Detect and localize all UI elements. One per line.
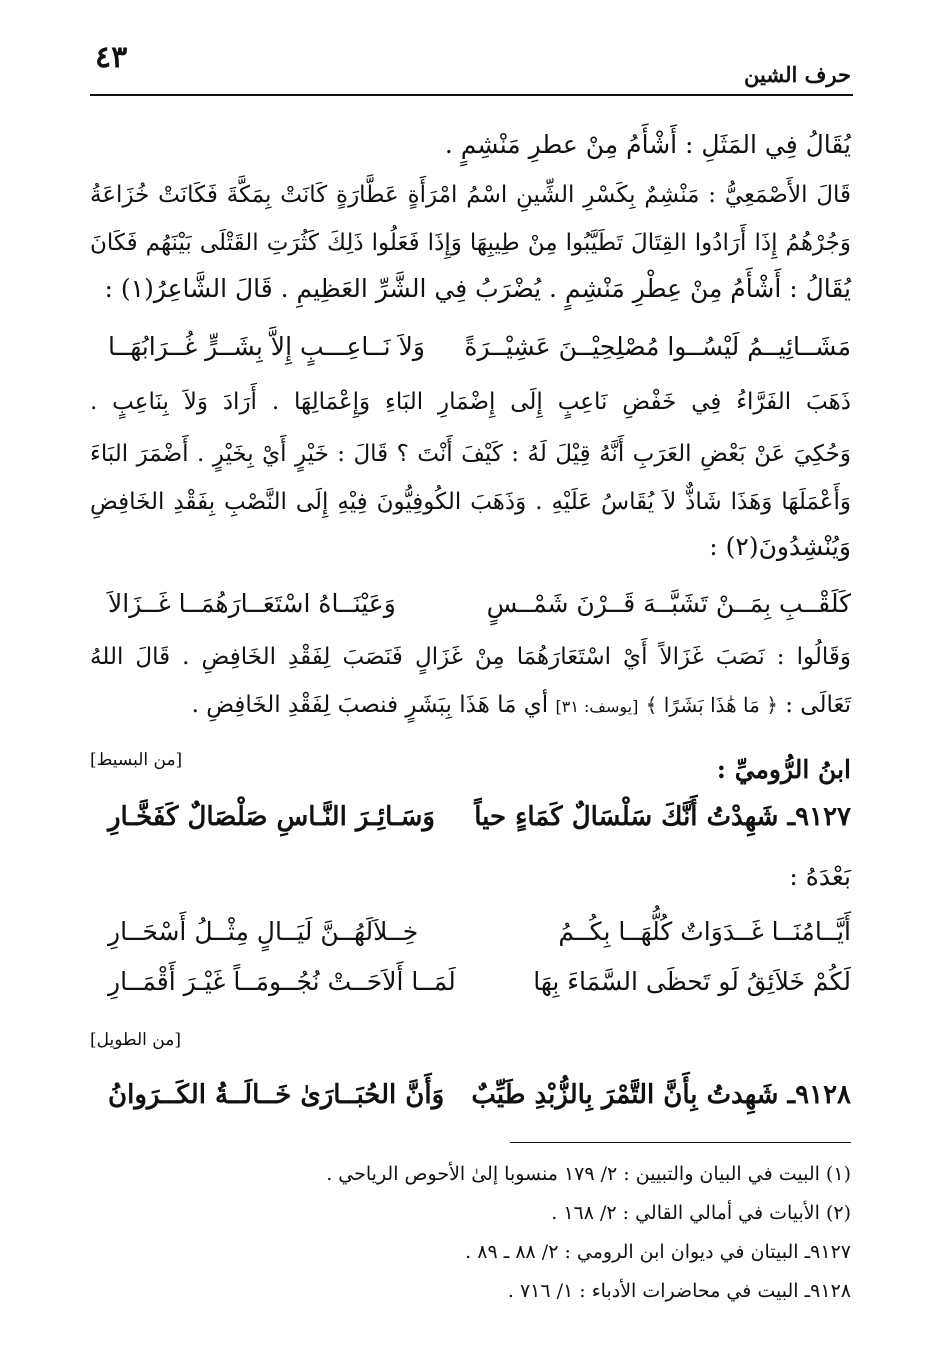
verse-second-hemistich: وَعَيْنَــاهُ اسْتَعَــارَهُمَــا غَــزَالاَ <box>108 589 396 618</box>
text-line: وَيُنْشِدُونَ(٢) : <box>709 532 851 561</box>
verse-second-hemistich: لَمَــا أَلاَحَــتْ نُجُــومَــاً غَيْـرَ أَقْمَــارِ <box>108 967 456 996</box>
poet-name: ابنُ الرُّوميِّ : <box>716 755 851 784</box>
verse-first-hemistich: ٩١٢٨ـ شَهِدتُ بِأَنَّ التَّمْرَ بِالزُّبْدِ طَيِّبٌ <box>471 1080 851 1110</box>
verse-first-hemistich: مَشَــائِيــمُ لَيْسُــوا مُصْلِحِيْــنَ عَشِيْــرَةً <box>464 332 851 361</box>
header-divider <box>90 94 853 96</box>
verse-first-hemistich: كَلَقْــبِ بِمَــنْ تَشَبَّــهَ قَــرْنَ شَمْــسٍ <box>486 589 851 618</box>
verse-first-hemistich: أَيَّــامُنَــا غَــدَوَاتٌ كُلُّهَــا بِكُــمُ <box>558 917 851 946</box>
text-line: يُقَالُ : أَشْأَمُ مِنْ عِطْرِ مَنْشِمٍ . يُضْرَبُ فِي الشَّرِّ العَظِيمِ . قَالَ الشَّاعِرُ(١) : <box>104 274 851 303</box>
footnote: (١) البيت في البيان والتبيين : ٢/ ١٧٩ منسوبا إلىٰ الأحوص الرياحي . <box>326 1163 851 1185</box>
footnote: (٢) الأبيات في أمالي القالي : ٢/ ١٦٨ . <box>551 1202 851 1224</box>
text-line: ذَهَبَ الفَرَّاءُ فِي خَفْضِ نَاعِبٍ إِلَى إِضْمَارِ البَاءِ وَإِعْمَالِهَا . أَرَادَ وَلاَ بِنَاعِبٍ . <box>90 389 851 415</box>
text-line: وَحُكِيَ عَنْ بَعْضِ العَرَبِ أَنَّهُ قِيْلَ لَهُ : كَيْفَ أَنْتَ ؟ قَالَ : خَيْرٍ أَيْ بِخَيْرٍ . أَضْمَرَ البَاءَ <box>90 441 851 467</box>
chapter-title: حرف الشين <box>744 62 851 87</box>
verse-second-hemistich: وَلاَ نَــاعِـــبٍ إِلاَّ بِشَــرٍّ غُــرَابُهَــا <box>108 332 425 361</box>
meter-label: [من الطويل] <box>90 1030 181 1050</box>
verse-second-hemistich: خِــلاَلَهُــنَّ لَيَــالٍ مِثْــلُ أَسْحَــارِ <box>108 917 419 946</box>
footnote-divider <box>510 1142 851 1143</box>
text-line: قَالَ الأَصْمَعِيُّ : مَنْشِمٌ بِكَسْرِ الشِّينِ اسْمُ امْرَأَةٍ عَطَّارَةٍ كَانَتْ بِمَكَّةَ فَكَانَتْ خُزَاعَةُ <box>90 182 851 208</box>
text-line: وَقَالُوا : نَصَبَ غَزَالاً أَيْ اسْتَعَارَهُمَا مِنْ غَزَالٍ فَنَصَبَ لِفَقْدِ الخَافِضِ . قَالَ اللهُ <box>90 644 851 670</box>
quran-quote: ﴿ مَا هَٰذَا بَشَرًا ﴾ <box>645 693 778 717</box>
verse-second-hemistich: وَأَنَّ الحُبَــارَىٰ خَــالَــةُ الكَــرَوانُ <box>108 1080 445 1110</box>
text-line-with-quran <box>192 688 851 724</box>
text-fragment: أي مَا هَذَا بِبَشَرٍ فنصبَ لِفَقْدِ الخَافِضِ . <box>191 692 549 718</box>
verse-first-hemistich: لَكُمْ خَلاَئِقُ لَو تَحظَى السَّمَاءَ بِهَا <box>533 967 851 996</box>
text-fragment: تَعَالَى : <box>785 692 851 718</box>
verse-first-hemistich: ٩١٢٧ـ شَهِدْتُ أَنَّكَ سَلْسَالٌ كَمَاءٍ حياً <box>474 802 851 832</box>
text-line: يُقَالُ فِي المَثَلِ : أَشْأَمُ مِنْ عطرِ مَنْشِمٍ . <box>444 130 851 159</box>
text-line: وَجُرْهُمُ إِذَا أَرَادُوا القِتَالَ تَطَيَّبُوا مِنْ طِيبِهَا وَإِذَا فَعَلُوا ذَلِكَ كَثُرَتِ القَتْلَى بَيْنَهُم فَكَانَ <box>90 230 851 256</box>
quran-citation: [يوسف: ٣١] <box>555 697 639 716</box>
page-number: ٤٣ <box>95 40 128 75</box>
meter-label: [من البسيط] <box>90 750 183 770</box>
text-line: وَأَعْمَلَهَا وَهَذَا شَاذٌّ لاَ يُقَاسُ عَلَيْهِ . وَذَهَبَ الكُوفِيُّونَ فِيْهِ إِلَى النَّصْبِ بِفَقْدِ الخَافِضِ <box>90 489 851 515</box>
after-label: بَعْدَهُ : <box>789 862 851 891</box>
footnote: ٩١٢٧ـ البيتان في ديوان ابن الرومي : ٢/ ٨٨ ـ ٨٩ . <box>465 1241 851 1263</box>
verse-second-hemistich: وَسَـائِـرَ النَّـاسِ صَلْصَالٌ كَفَخَّـارِ <box>108 802 435 832</box>
footnote: ٩١٢٨ـ البيت في محاضرات الأدباء : ١/ ٧١٦ . <box>507 1280 851 1302</box>
